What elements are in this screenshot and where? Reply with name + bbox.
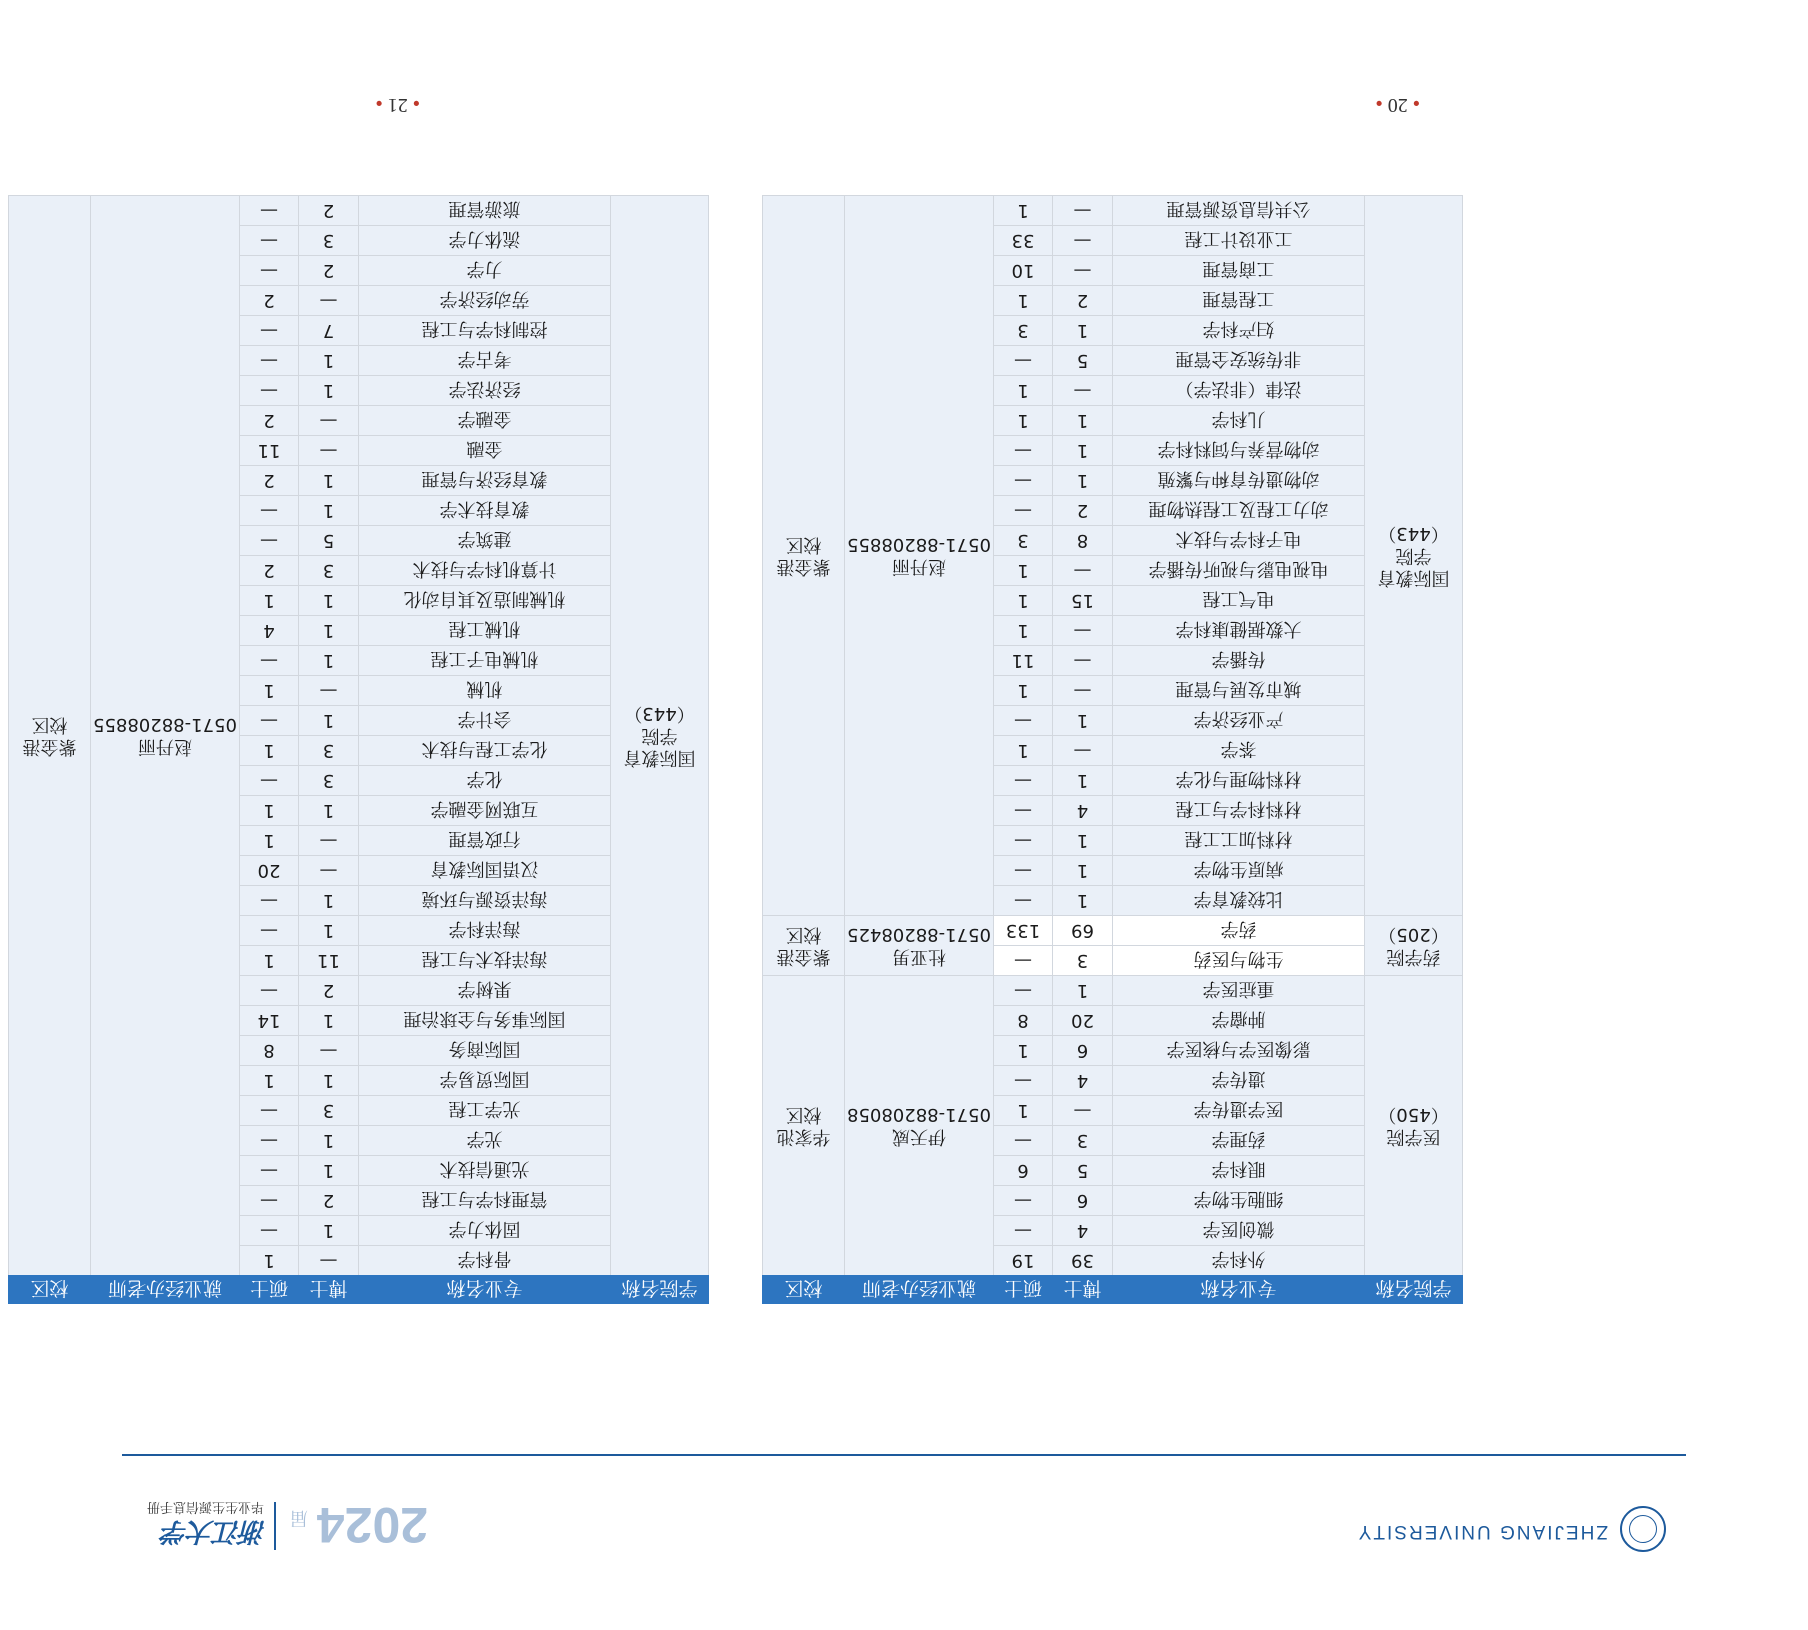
- master-count: 1: [994, 1096, 1053, 1126]
- master-count: 1: [240, 826, 299, 856]
- master-count: 1: [240, 1246, 299, 1276]
- master-count: —: [240, 1096, 299, 1126]
- major-name: 国际贸易学: [359, 1066, 611, 1096]
- phd-count: 1: [299, 376, 359, 406]
- phd-count: 3: [299, 736, 359, 766]
- phd-count: 4: [1053, 1066, 1113, 1096]
- phd-count: 1: [299, 1006, 359, 1036]
- college-name: 国际教育 学院 （443）: [1365, 196, 1463, 916]
- major-name: 光学工程: [359, 1096, 611, 1126]
- phd-count: 1: [299, 646, 359, 676]
- master-count: —: [994, 856, 1053, 886]
- phd-count: 5: [1053, 346, 1113, 376]
- phd-count: 4: [1053, 796, 1113, 826]
- employment-teacher: 杜亚男 0571-88208425: [845, 916, 994, 976]
- phd-count: 15: [1053, 586, 1113, 616]
- major-name: 工业设计工程: [1113, 226, 1365, 256]
- phd-count: 2: [299, 256, 359, 286]
- major-name: 电气工程: [1113, 586, 1365, 616]
- major-name: 非传统安全管理: [1113, 346, 1365, 376]
- master-count: 1: [994, 586, 1053, 616]
- master-count: —: [240, 496, 299, 526]
- table-row: [9, 1246, 709, 1276]
- employment-teacher: 赵丹丽 0571-88208855: [91, 196, 240, 1276]
- major-name: 药理学: [1113, 1126, 1365, 1156]
- major-name: 影像医学与核医学: [1113, 1036, 1365, 1066]
- handbook-branding: [122, 1498, 428, 1558]
- year-suffix: 届: [290, 1507, 308, 1528]
- master-count: —: [240, 976, 299, 1006]
- phd-count: —: [1053, 226, 1113, 256]
- university-calligraphy-logo: 浙江大学: [161, 1516, 266, 1546]
- phd-count: 8: [1053, 526, 1113, 556]
- university-seal-icon: [1620, 1506, 1666, 1552]
- table-row: [763, 946, 1463, 976]
- master-count: —: [240, 376, 299, 406]
- major-name: 大数据健康科学: [1113, 616, 1365, 646]
- master-count: 6: [994, 1156, 1053, 1186]
- major-name: 行政管理: [359, 826, 611, 856]
- phd-count: 1: [1053, 466, 1113, 496]
- master-count: 1: [240, 946, 299, 976]
- major-name: 重症医学: [1113, 976, 1365, 1006]
- master-count: 1: [994, 196, 1053, 226]
- major-name: 化学工程与技术: [359, 736, 611, 766]
- major-name: 会计学: [359, 706, 611, 736]
- major-name: 固体力学: [359, 1216, 611, 1246]
- phd-count: —: [299, 856, 359, 886]
- phd-count: 2: [299, 196, 359, 226]
- column-header: 硕士: [240, 1276, 299, 1304]
- major-name: 国际事务与全球治理: [359, 1006, 611, 1036]
- master-count: 2: [240, 466, 299, 496]
- master-count: —: [240, 916, 299, 946]
- phd-count: 1: [299, 796, 359, 826]
- master-count: —: [994, 1216, 1053, 1246]
- master-count: —: [240, 1126, 299, 1156]
- column-header: 专业名称: [1113, 1276, 1365, 1304]
- master-count: 1: [994, 406, 1053, 436]
- master-count: 3: [994, 316, 1053, 346]
- master-count: —: [994, 436, 1053, 466]
- major-name: 材料物理与化学: [1113, 766, 1365, 796]
- major-name: 旅游管理: [359, 196, 611, 226]
- major-name: 管理科学与工程: [359, 1186, 611, 1216]
- major-name: 力学: [359, 256, 611, 286]
- campus-name: 紫金港 校区: [763, 196, 845, 916]
- master-count: 4: [240, 616, 299, 646]
- major-name: 工商管理: [1113, 256, 1365, 286]
- phd-count: —: [1053, 646, 1113, 676]
- phd-count: 11: [299, 946, 359, 976]
- master-count: 20: [240, 856, 299, 886]
- header-rule: [122, 1454, 1686, 1456]
- major-name: 病原生物学: [1113, 856, 1365, 886]
- phd-count: 1: [299, 886, 359, 916]
- campus-name: 紫金港 校区: [763, 916, 845, 976]
- major-name: 眼科学: [1113, 1156, 1365, 1186]
- major-name: 法律（非法学）: [1113, 376, 1365, 406]
- column-header: 博士: [1053, 1276, 1113, 1304]
- major-name: 光通信技术: [359, 1156, 611, 1186]
- major-name: 海洋科学: [359, 916, 611, 946]
- phd-count: 3: [299, 1096, 359, 1126]
- phd-count: 4: [1053, 1216, 1113, 1246]
- master-count: 1: [994, 376, 1053, 406]
- column-header: 专业名称: [359, 1276, 611, 1304]
- phd-count: 1: [299, 496, 359, 526]
- major-name: 劳动经济学: [359, 286, 611, 316]
- phd-count: —: [1053, 1096, 1113, 1126]
- phd-count: —: [1053, 616, 1113, 646]
- phd-count: 2: [299, 976, 359, 1006]
- master-count: —: [240, 346, 299, 376]
- column-header: 就业经办老师: [91, 1276, 240, 1304]
- phd-count: 5: [299, 526, 359, 556]
- phd-count: 1: [1053, 856, 1113, 886]
- campus-name: 紫金港 校区: [9, 196, 91, 1276]
- university-name-en: ZHEJIANG UNIVERSITY: [1356, 1521, 1608, 1542]
- major-name: 海洋资源与环境: [359, 886, 611, 916]
- master-count: 1: [240, 586, 299, 616]
- master-count: 1: [994, 286, 1053, 316]
- master-count: 2: [240, 556, 299, 586]
- phd-count: 1: [299, 1126, 359, 1156]
- phd-count: —: [1053, 736, 1113, 766]
- major-name: 城市发展与管理: [1113, 676, 1365, 706]
- major-name: 药学: [1113, 916, 1365, 946]
- phd-count: 6: [1053, 1036, 1113, 1066]
- master-count: 1: [240, 1066, 299, 1096]
- phd-count: 3: [299, 766, 359, 796]
- phd-count: 1: [299, 586, 359, 616]
- major-name: 互联网金融学: [359, 796, 611, 826]
- phd-count: 39: [1053, 1246, 1113, 1276]
- phd-count: —: [1053, 556, 1113, 586]
- page-number-left: ● 21 ●: [375, 94, 420, 116]
- major-name: 海洋技术与工程: [359, 946, 611, 976]
- phd-count: —: [299, 826, 359, 856]
- page-number-right: ● 20 ●: [1375, 94, 1420, 116]
- table-row: [763, 1246, 1463, 1276]
- major-name: 考古学: [359, 346, 611, 376]
- master-count: —: [994, 1066, 1053, 1096]
- master-count: 1: [994, 736, 1053, 766]
- major-name: 机械工程: [359, 616, 611, 646]
- master-count: —: [994, 826, 1053, 856]
- phd-count: 5: [1053, 1156, 1113, 1186]
- major-name: 金融学: [359, 406, 611, 436]
- major-name: 公共信息资源管理: [1113, 196, 1365, 226]
- major-name: 医学遗传学: [1113, 1096, 1365, 1126]
- major-name: 外科学: [1113, 1246, 1365, 1276]
- major-name: 细胞生物学: [1113, 1186, 1365, 1216]
- master-count: 1: [240, 736, 299, 766]
- major-name: 比较教育学: [1113, 886, 1365, 916]
- phd-count: —: [1053, 676, 1113, 706]
- phd-count: 2: [1053, 496, 1113, 526]
- phd-count: —: [299, 1036, 359, 1066]
- phd-count: 1: [299, 1066, 359, 1096]
- column-header: 就业经办老师: [845, 1276, 994, 1304]
- major-name: 微创医学: [1113, 1216, 1365, 1246]
- phd-count: 1: [299, 1216, 359, 1246]
- major-name: 控制科学与工程: [359, 316, 611, 346]
- major-name: 产业经济学: [1113, 706, 1365, 736]
- major-name: 生物与医药: [1113, 946, 1365, 976]
- master-count: 1: [994, 1036, 1053, 1066]
- master-count: —: [994, 766, 1053, 796]
- master-count: —: [994, 466, 1053, 496]
- master-count: 1: [994, 616, 1053, 646]
- major-name: 计算机科学与技术: [359, 556, 611, 586]
- column-header: 博士: [299, 1276, 359, 1304]
- master-count: 33: [994, 226, 1053, 256]
- phd-count: —: [1053, 376, 1113, 406]
- branding-divider: [274, 1502, 276, 1550]
- master-count: —: [240, 886, 299, 916]
- major-name: 金融: [359, 436, 611, 466]
- master-count: —: [240, 646, 299, 676]
- phd-count: 6: [1053, 1186, 1113, 1216]
- phd-count: —: [299, 286, 359, 316]
- college-name: 药学院 （205）: [1365, 916, 1463, 976]
- major-name: 机械: [359, 676, 611, 706]
- master-count: 1: [994, 556, 1053, 586]
- major-name: 光学: [359, 1126, 611, 1156]
- master-count: —: [994, 796, 1053, 826]
- phd-count: 1: [299, 916, 359, 946]
- major-name: 遗传学: [1113, 1066, 1365, 1096]
- master-count: —: [240, 526, 299, 556]
- phd-count: 1: [299, 346, 359, 376]
- master-count: —: [240, 706, 299, 736]
- master-count: —: [240, 256, 299, 286]
- majors-table-page-21: [8, 195, 709, 1304]
- master-count: —: [240, 1186, 299, 1216]
- master-count: —: [240, 1216, 299, 1246]
- major-name: 工程管理: [1113, 286, 1365, 316]
- master-count: —: [994, 976, 1053, 1006]
- table-row: [763, 886, 1463, 916]
- campus-name: 华家池 校区: [763, 976, 845, 1276]
- major-name: 材料科学与工程: [1113, 796, 1365, 826]
- column-header: 校区: [9, 1276, 91, 1304]
- phd-count: 1: [1053, 436, 1113, 466]
- phd-count: 3: [1053, 1126, 1113, 1156]
- master-count: 1: [240, 676, 299, 706]
- major-name: 动物营养与饲料科学: [1113, 436, 1365, 466]
- major-name: 电子科学与技术: [1113, 526, 1365, 556]
- major-name: 电视电影与视听传播学: [1113, 556, 1365, 586]
- column-header: 校区: [763, 1276, 845, 1304]
- master-count: 8: [240, 1036, 299, 1066]
- master-count: 1: [240, 796, 299, 826]
- phd-count: 3: [299, 226, 359, 256]
- phd-count: 1: [299, 1156, 359, 1186]
- master-count: —: [240, 196, 299, 226]
- phd-count: —: [299, 406, 359, 436]
- major-name: 建筑学: [359, 526, 611, 556]
- major-name: 材料加工工程: [1113, 826, 1365, 856]
- phd-count: 1: [1053, 886, 1113, 916]
- major-name: 机械制造及其自动化: [359, 586, 611, 616]
- master-count: —: [994, 1126, 1053, 1156]
- phd-count: 1: [1053, 406, 1113, 436]
- major-name: 汉语国际教育: [359, 856, 611, 886]
- table-header: [9, 1276, 709, 1304]
- master-count: 10: [994, 256, 1053, 286]
- major-name: 机械电子工程: [359, 646, 611, 676]
- master-count: —: [994, 886, 1053, 916]
- major-name: 教育经济与管理: [359, 466, 611, 496]
- manual-title: 毕业生生源信息手册: [146, 1499, 264, 1514]
- master-count: —: [240, 316, 299, 346]
- year: 2024: [316, 1497, 428, 1553]
- column-header: 学院名称: [611, 1276, 709, 1304]
- phd-count: 3: [1053, 946, 1113, 976]
- employment-teacher: 赵丹丽 0571-88208855: [845, 196, 994, 916]
- table-header: [763, 1276, 1463, 1304]
- phd-count: 2: [1053, 286, 1113, 316]
- phd-count: 3: [299, 556, 359, 586]
- major-name: 动物遗传育种与繁殖: [1113, 466, 1365, 496]
- major-name: 肿瘤学: [1113, 1006, 1365, 1036]
- majors-table-page-20: [762, 195, 1463, 1304]
- master-count: —: [994, 496, 1053, 526]
- master-count: —: [240, 1156, 299, 1186]
- master-count: 11: [240, 436, 299, 466]
- master-count: 19: [994, 1246, 1053, 1276]
- phd-count: 1: [1053, 316, 1113, 346]
- master-count: —: [994, 946, 1053, 976]
- major-name: 经济法学: [359, 376, 611, 406]
- master-count: 3: [994, 526, 1053, 556]
- master-count: 14: [240, 1006, 299, 1036]
- master-count: 2: [240, 406, 299, 436]
- phd-count: —: [1053, 256, 1113, 286]
- column-header: 学院名称: [1365, 1276, 1463, 1304]
- major-name: 动力工程及工程热物理: [1113, 496, 1365, 526]
- major-name: 化学: [359, 766, 611, 796]
- phd-count: 2: [299, 1186, 359, 1216]
- major-name: 国际商务: [359, 1036, 611, 1066]
- major-name: 流体力学: [359, 226, 611, 256]
- master-count: 11: [994, 646, 1053, 676]
- employment-teacher: 伊天威 0571-88208058: [845, 976, 994, 1276]
- phd-count: 69: [1053, 916, 1113, 946]
- major-name: 传播学: [1113, 646, 1365, 676]
- phd-count: 1: [1053, 976, 1113, 1006]
- phd-count: 1: [1053, 766, 1113, 796]
- master-count: 2: [240, 286, 299, 316]
- phd-count: —: [299, 676, 359, 706]
- phd-count: —: [299, 1246, 359, 1276]
- college-name: 医学院（450）: [1365, 976, 1463, 1276]
- major-name: 教育技术学: [359, 496, 611, 526]
- master-count: —: [994, 346, 1053, 376]
- master-count: 133: [994, 916, 1053, 946]
- major-name: 茶学: [1113, 736, 1365, 766]
- column-header: 硕士: [994, 1276, 1053, 1304]
- phd-count: 1: [299, 706, 359, 736]
- master-count: —: [240, 766, 299, 796]
- master-count: 8: [994, 1006, 1053, 1036]
- college-name: 国际教育 学院 （443）: [611, 196, 709, 1276]
- phd-count: —: [1053, 196, 1113, 226]
- phd-count: 1: [299, 466, 359, 496]
- master-count: 1: [994, 676, 1053, 706]
- phd-count: 1: [1053, 826, 1113, 856]
- master-count: —: [240, 226, 299, 256]
- major-name: 儿科学: [1113, 406, 1365, 436]
- major-name: 骨科学: [359, 1246, 611, 1276]
- major-name: 果树学: [359, 976, 611, 1006]
- phd-count: 1: [1053, 706, 1113, 736]
- major-name: 妇产科学: [1113, 316, 1365, 346]
- phd-count: 1: [299, 616, 359, 646]
- phd-count: 20: [1053, 1006, 1113, 1036]
- phd-count: —: [299, 436, 359, 466]
- phd-count: 7: [299, 316, 359, 346]
- master-count: —: [994, 706, 1053, 736]
- master-count: —: [994, 1186, 1053, 1216]
